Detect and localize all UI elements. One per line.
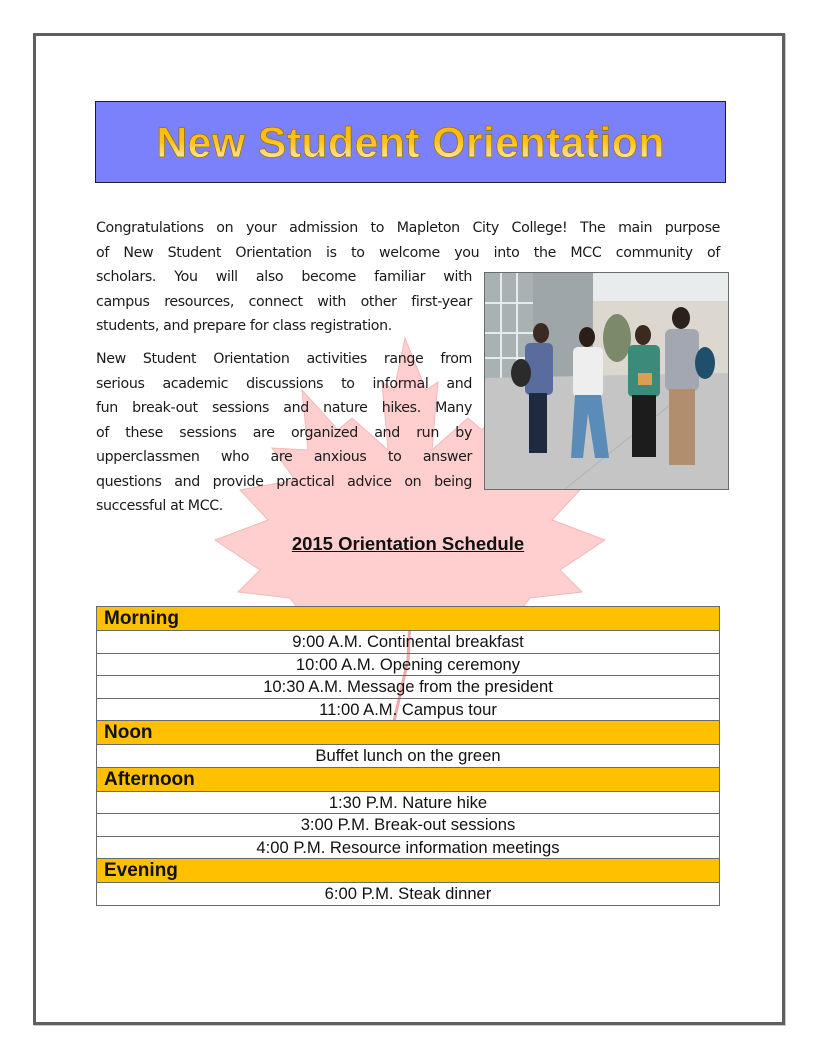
section-label: Noon	[97, 721, 720, 745]
schedule-table	[96, 606, 720, 906]
schedule-row	[97, 653, 720, 676]
text-line: New Student Orientation activities range from	[96, 351, 472, 367]
schedule-row	[97, 791, 720, 814]
section-row-morning	[97, 607, 720, 631]
text-line: serious academic discussions to informal and	[96, 375, 472, 392]
activities-paragraph	[96, 347, 472, 519]
schedule-row	[97, 745, 720, 768]
text-line: students, and prepare for class registration.	[96, 318, 392, 334]
text-line: of these sessions are organized and run by	[96, 424, 472, 441]
section-label: Evening	[97, 859, 720, 883]
schedule-heading: 2015 Orientation Schedule	[291, 533, 525, 554]
schedule-item: 4:00 P.M. Resource information meetings	[97, 836, 720, 859]
intro-paragraph-full-width	[96, 216, 720, 265]
schedule-item: 11:00 A.M. Campus tour	[97, 698, 720, 721]
schedule-item: 3:00 P.M. Break-out sessions	[97, 814, 720, 837]
page-title: New Student Orientation	[156, 118, 665, 167]
schedule-item: 1:30 P.M. Nature hike	[97, 791, 720, 814]
schedule-item: 10:30 A.M. Message from the president	[97, 676, 720, 699]
schedule-item: 10:00 A.M. Opening ceremony	[97, 653, 720, 676]
schedule-row	[97, 631, 720, 654]
schedule-row	[97, 814, 720, 837]
schedule-item: 6:00 P.M. Steak dinner	[97, 883, 720, 906]
text-line: scholars. You will also become familiar with	[96, 269, 472, 285]
section-label: Afternoon	[97, 767, 720, 791]
intro-paragraph-wrapped	[96, 265, 472, 339]
text-line: questions and provide practical advice on being	[96, 473, 472, 490]
schedule-row	[97, 676, 720, 699]
schedule-item: Buffet lunch on the green	[97, 745, 720, 768]
section-row-noon	[97, 721, 720, 745]
schedule-item: 9:00 A.M. Continental breakfast	[97, 631, 720, 654]
schedule-row	[97, 836, 720, 859]
title-banner	[95, 101, 726, 183]
text-line: fun break-out sessions and nature hikes. Many	[96, 400, 472, 416]
schedule-row	[97, 698, 720, 721]
text-line: campus resources, connect with other first-year	[96, 293, 472, 310]
schedule-row	[97, 883, 720, 906]
section-label: Morning	[97, 607, 720, 631]
students-photo-illustration	[485, 273, 728, 489]
section-row-afternoon	[97, 767, 720, 791]
text-line: Congratulations on your admission to Mapleton City College! The main purpose	[96, 220, 720, 236]
section-row-evening	[97, 859, 720, 883]
text-line: upperclassmen who are anxious to answer	[96, 449, 472, 465]
text-line: of New Student Orientation is to welcome you into the MCC community of	[96, 244, 720, 261]
students-photo	[484, 272, 729, 490]
text-line: successful at MCC.	[96, 498, 223, 514]
